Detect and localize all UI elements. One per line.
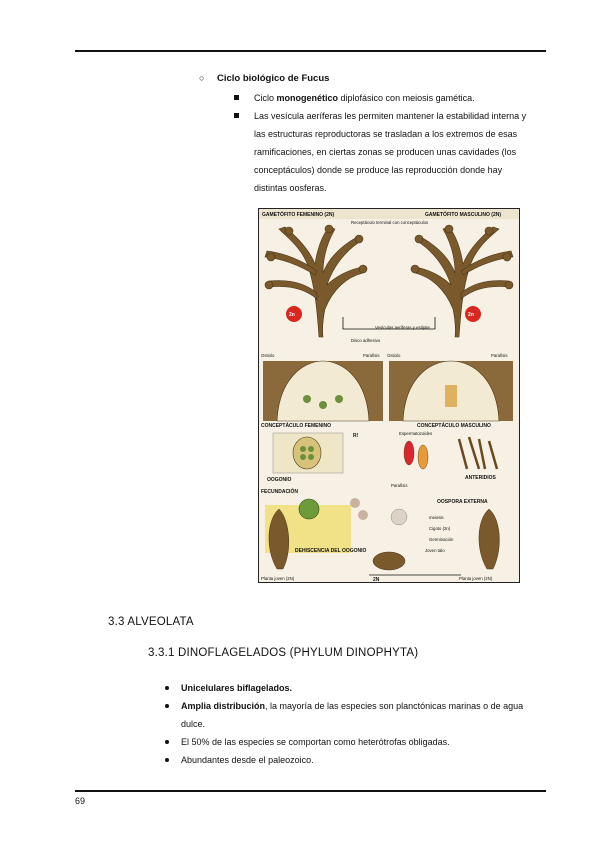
list-item: [232, 107, 532, 197]
page-number: 69: [75, 796, 86, 806]
life-cycle-diagram: [259, 209, 519, 582]
circle-bullet-icon: ○: [199, 73, 205, 83]
female-thallus: [265, 225, 367, 337]
ploidy-badge-right-text: 2n: [468, 312, 474, 318]
list-item: [163, 733, 533, 751]
item-rest: Abundantes desde el paleozoico.: [181, 755, 314, 765]
zygote-label: Cigoto (2n): [429, 526, 451, 531]
item-bold: monogenético: [276, 93, 339, 103]
male-thallus: [411, 225, 513, 337]
antheridia: [404, 437, 497, 469]
young-plant-label: Joven talo: [425, 548, 445, 553]
dot-bullet-icon: [165, 758, 169, 762]
dot-bullet-icon: [165, 740, 169, 744]
item-text: Las vesícula aeríferas les permiten mantener la estabilidad interna y las estructuras reproductoras se trasladan a los extremos de esas ramificaciones, en ciertas zonas se producen unas cavidades (los conceptáculos) donde se produce las reproducción donde hay distintas oosferas.: [254, 111, 527, 193]
female-conceptacle-label: CONCEPTÁCULO FEMENINO: [261, 423, 331, 429]
vesicles-label: Vesículas aeríferas y estípite: [375, 325, 430, 330]
footer-rule: [75, 790, 546, 792]
header-rule: [75, 50, 546, 52]
ostiole-left: Ostiolo: [261, 353, 275, 358]
germination-label: Germinación: [429, 537, 454, 542]
item-rest: El 50% de las especies se comportan como heterótrofas obligadas.: [181, 737, 450, 747]
female-conceptacle-section: [263, 361, 383, 421]
fertilization-label: FECUNDACIÓN: [261, 489, 298, 495]
item-prefix: Ciclo: [254, 93, 277, 103]
meiosis-r-label: R!: [353, 433, 359, 439]
hairs-lower: Parafisis: [391, 483, 408, 488]
ostiole-right: Ostiolo: [387, 353, 401, 358]
oogonium-label: OOGONIO: [267, 477, 292, 483]
section-heading: 3.3 ALVEOLATA: [108, 616, 194, 628]
meiosis-label: meiosis: [429, 515, 444, 520]
male-conceptacle-section: [389, 361, 513, 421]
ploidy-badge-left-text: 2n: [289, 312, 295, 318]
oogonium: [273, 433, 343, 473]
dinoflagellate-list: [163, 679, 533, 769]
fucus-life-cycle-figure: [258, 208, 520, 583]
list-item: [232, 89, 532, 107]
square-bullet-icon: [234, 113, 239, 118]
hairs-right: Parafisis: [491, 353, 508, 358]
item-rest: , la mayoría de las especies son planctónicas marinas o de agua dulce.: [181, 701, 524, 729]
fucus-heading: [199, 73, 329, 84]
oospore-label: OOSPORA EXTERNA: [437, 499, 488, 505]
bottom-ploidy: 2N: [373, 577, 380, 582]
dot-bullet-icon: [165, 686, 169, 690]
fucus-list: [232, 89, 532, 197]
caption-right: Planta joven (2N): [459, 576, 493, 581]
female-title: GAMETÓFITO FEMENINO (2N): [262, 212, 335, 218]
dot-bullet-icon: [165, 704, 169, 708]
release-label: DEHISCENCIA DEL OOGONIO: [295, 548, 367, 554]
list-item: [163, 751, 533, 769]
antheridia-label: ANTERIDIOS: [465, 475, 496, 481]
subsection-heading: 3.3.1 DINOFLAGELADOS (PHYLUM DINOPHYTA): [148, 647, 419, 659]
receptacle-note: Receptáculo terminal con conceptáculos: [351, 220, 429, 225]
list-item: [163, 697, 533, 733]
item-bold: Unicelulares biflagelados.: [181, 683, 293, 693]
disc-label: Disco adhesivo: [351, 338, 381, 343]
caption-left: Planta joven (2N): [261, 576, 295, 581]
male-title: GAMETÓFITO MASCULINO (2N): [425, 212, 502, 218]
fucus-title: Ciclo biológico de Fucus: [217, 73, 330, 84]
hairs-left: Parafisis: [363, 353, 380, 358]
list-item: [163, 679, 533, 697]
item-suffix: diplofásico con meiosis gamética.: [338, 93, 475, 103]
item-bold: Amplia distribución: [181, 701, 266, 711]
square-bullet-icon: [234, 95, 239, 100]
male-conceptacle-label: CONCEPTÁCULO MASCULINO: [417, 423, 491, 429]
spermatozoids-label: Espermatozoides: [399, 431, 433, 436]
